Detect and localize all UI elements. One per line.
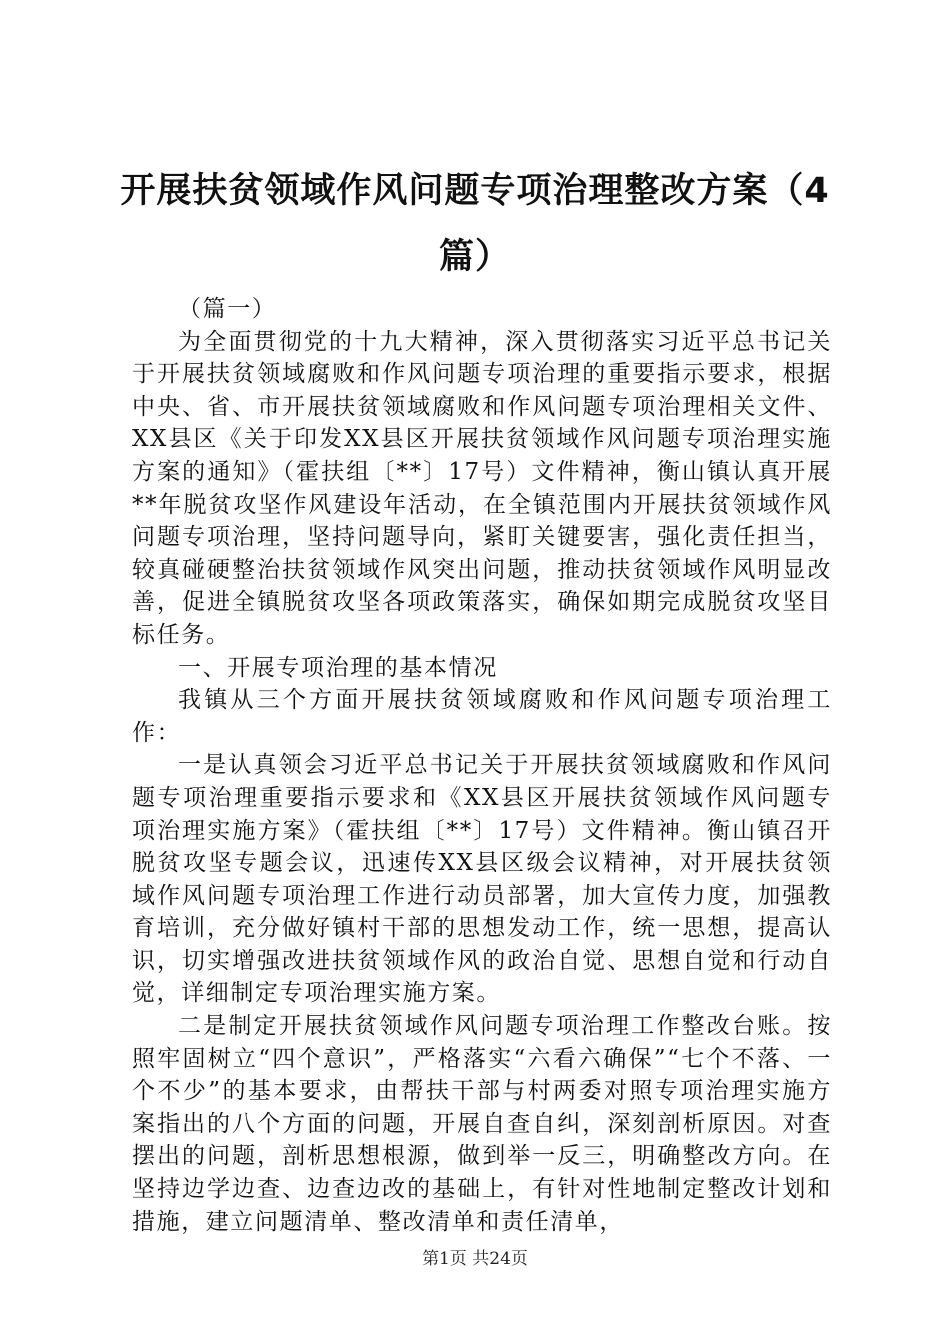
section-label: （篇一） [178, 296, 277, 322]
document-body [132, 293, 832, 1238]
body-paragraph: 我镇从三个方面开展扶贫领域腐败和作风问题专项治理工作： [132, 687, 832, 746]
body-paragraph: 一是认真领会习近平总书记关于开展扶贫领域腐败和作风问题专项治理重要指示要求和《XX县区开展扶贫领域作风问题专项治理实施方案》（霍扶组〔**〕17号）文件精神。衡山镇召开脱贫攻坚专题会议，迅速传XX县区级会议精神，对开展扶贫领域作风问题专项治理工作进行动员部署，加大宣传力度，加强教育培训，充分做好镇村干部的思想发动工作，统一思想，提高认识，切实增强改进扶贫领域作风的政治自觉、思想自觉和行动自觉，详细制定专项治理实施方案。 [132, 752, 832, 1007]
page-footer: 第1页 共24页 [422, 1249, 528, 1269]
intro-paragraph: 为全面贯彻党的十九大精神，深入贯彻落实习近平总书记关于开展扶贫领域腐败和作风问题专项治理的重要指示要求，根据中央、省、市开展扶贫领域腐败和作风问题专项治理相关文件、XX县区《关于印发XX县区开展扶贫领域作风问题专项治理实施方案的通知》（霍扶组〔**〕17号）文件精神，衡山镇认真开展**年脱贫攻坚作风建设年活动，在全镇范围内开展扶贫领域作风问题专项治理，坚持问题导向，紧盯关键要害，强化责任担当，较真碰硬整治扶贫领域作风突出问题，推动扶贫领域作风明显改善，促进全镇脱贫攻坚各项政策落实，确保如期完成脱贫攻坚目标任务。 [132, 328, 832, 648]
body-paragraph: 二是制定开展扶贫领域作风问题专项治理工作整改台账。按照牢固树立“四个意识”，严格落实“六看六确保”“七个不落、一个不少”的基本要求，由帮扶干部与村两委对照专项治理实施方案指出的八个方面的问题，开展自查自纠，深刻剖析原因。对查摆出的问题，剖析思想根源，做到举一反三，明确整改方向。在坚持边学边查、边查边改的基础上，有针对性地制定整改计划和措施，建立问题清单、整改清单和责任清单， [132, 1013, 832, 1235]
section-heading: 一、开展专项治理的基本情况 [178, 654, 498, 681]
document-title: 开展扶贫领域作风问题专项治理整改方案（4篇） [120, 171, 830, 277]
